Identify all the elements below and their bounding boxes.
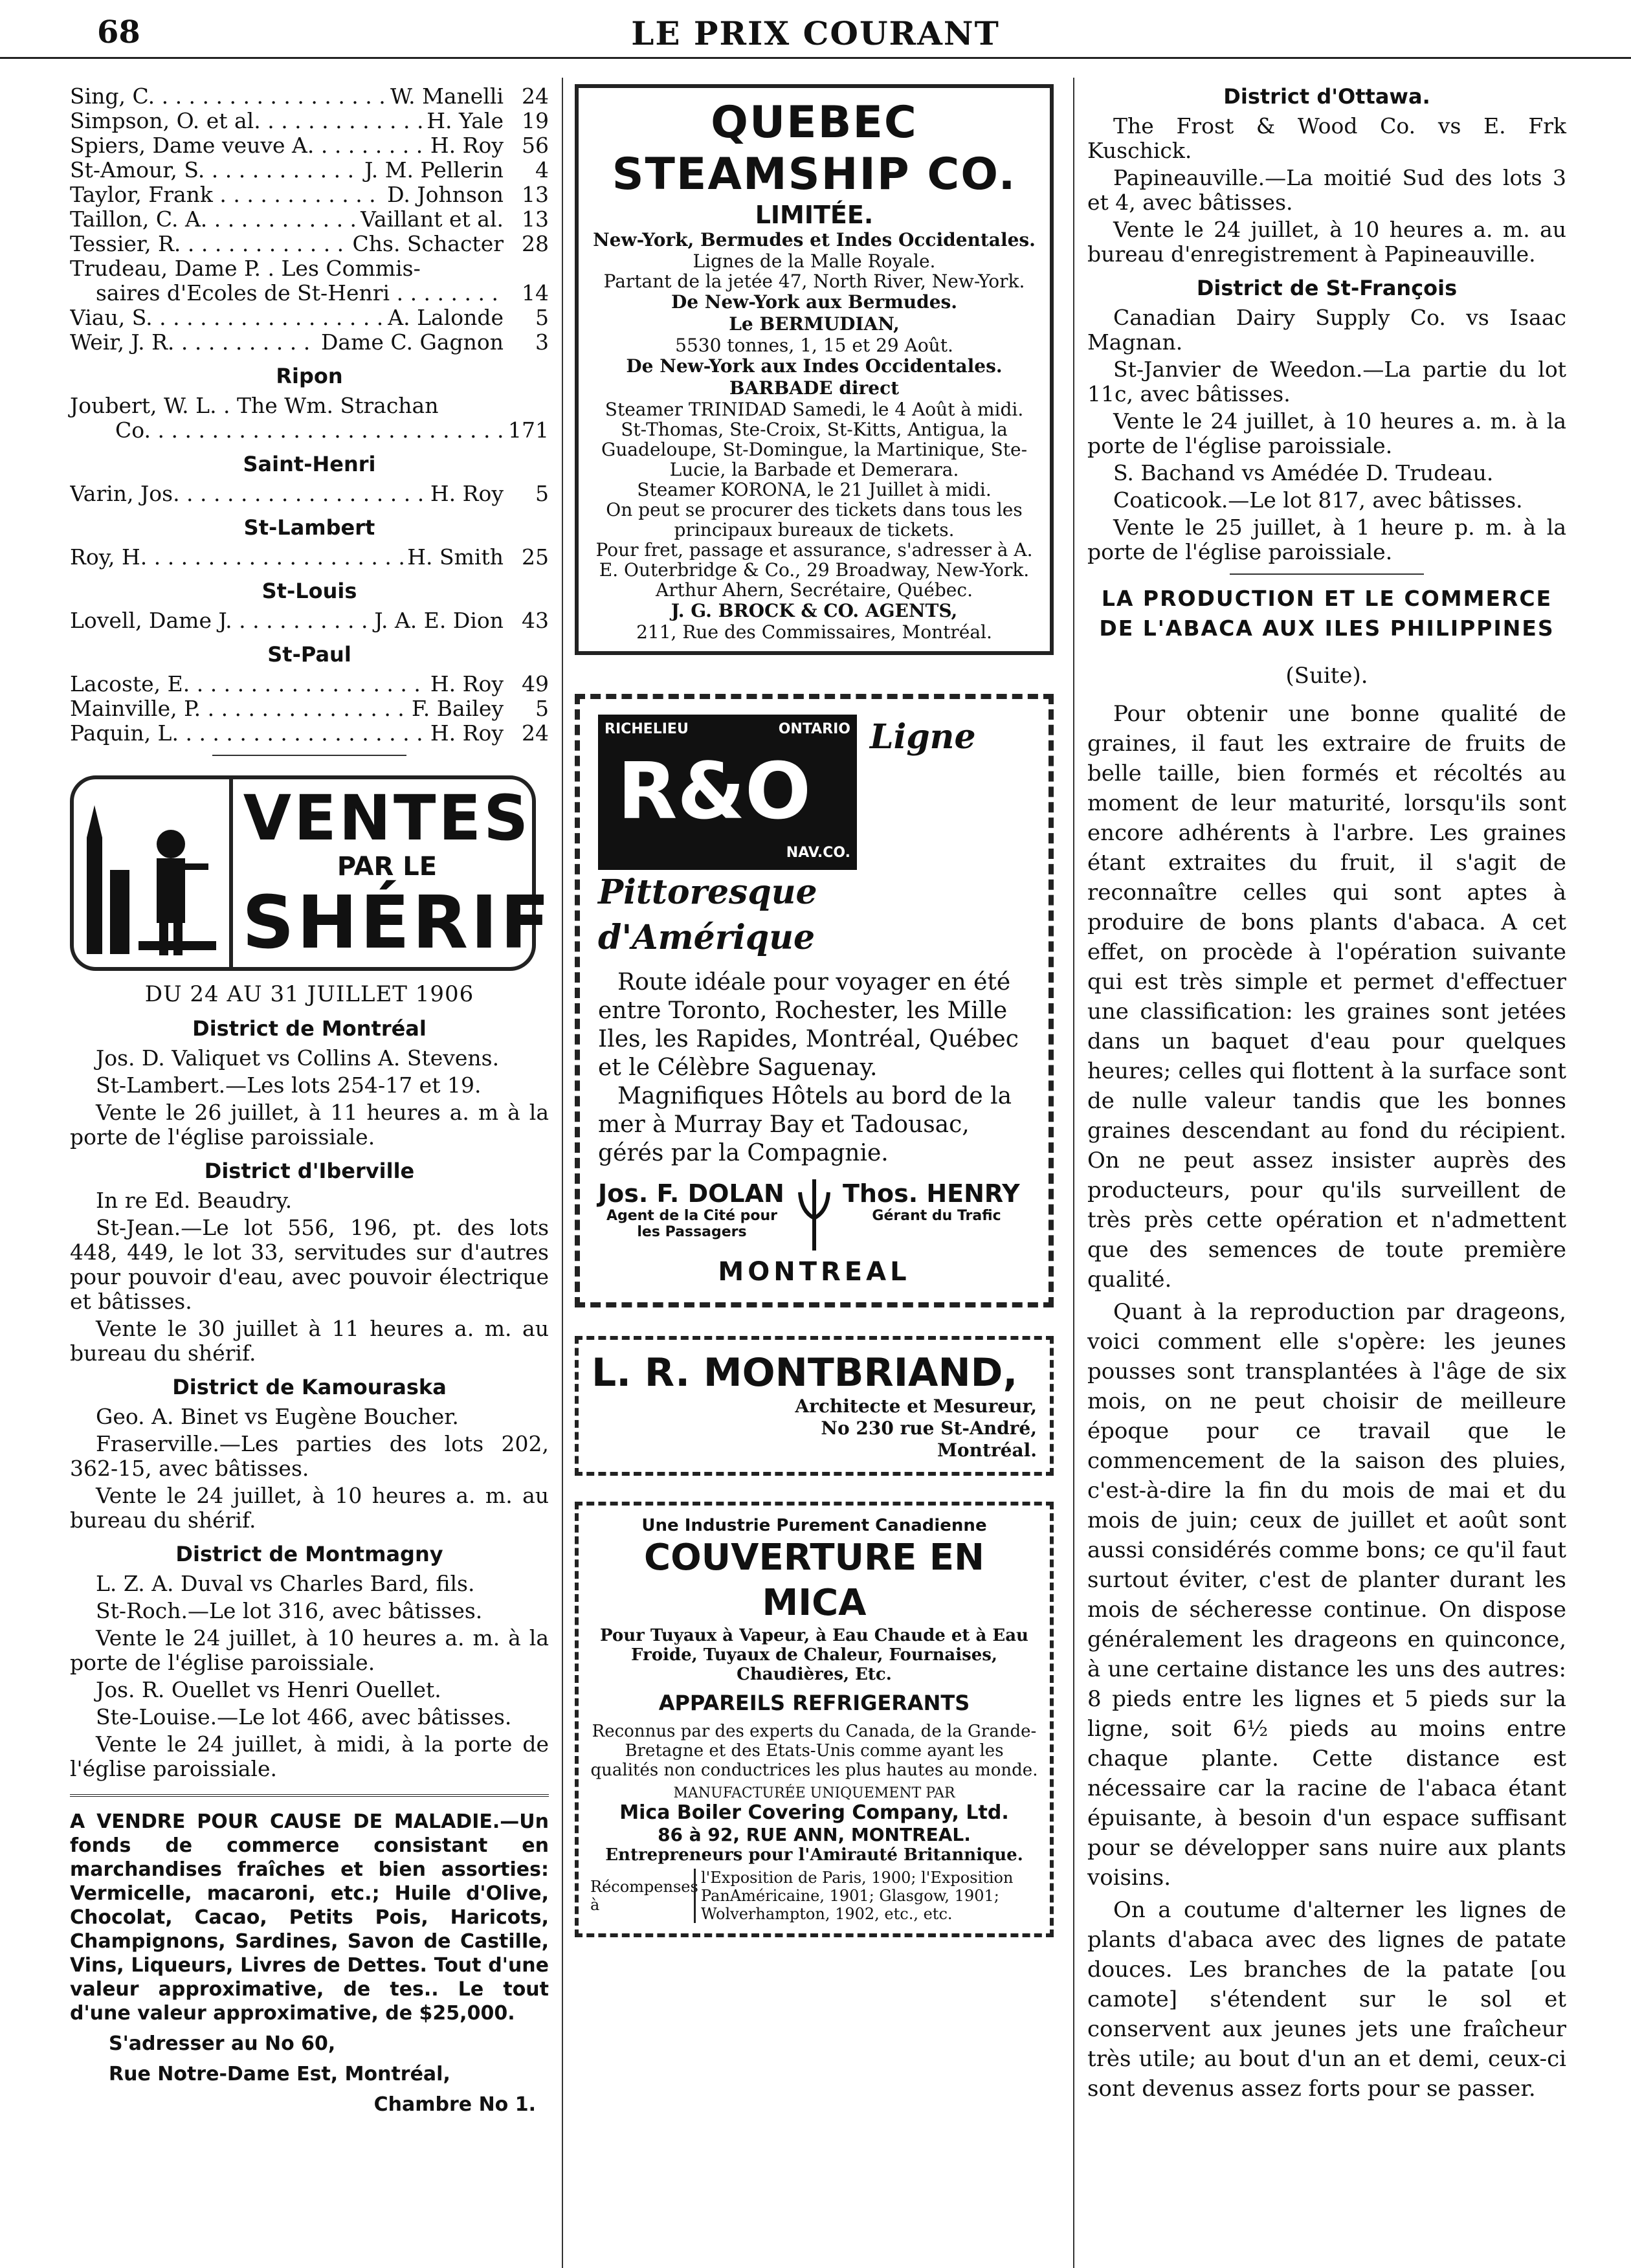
montbriand-ad: L. R. MONTBRIAND, Architecte et Mesureur, No 230 rue St-André, Montréal. (575, 1336, 1054, 1476)
list-item: Trudeau, Dame P. . Les Commis- saires d'Ecoles de St-Henri . . . 14 (70, 256, 549, 306)
sheriff-sales (70, 1016, 549, 1781)
paragraph: Ste-Louise.—Le lot 466, avec bâtisses. (96, 1704, 512, 1729)
column-divider (562, 78, 563, 2268)
list-item: Joubert, W. L. . The Wm. Strachan Co. . . . 171 (70, 394, 549, 443)
column-left (70, 83, 553, 2117)
article-body (1087, 699, 1566, 2104)
paragraph: Canadian Dairy Supply Co. vs Isaac Magnan. (1087, 305, 1566, 355)
ro-title: Ligne Pittoresque d'Amérique (598, 717, 976, 957)
quebec-steamship-ad: QUEBEC STEAMSHIP CO. LIMITÉE. New-York, Bermudes et Indes Occidentales. Lignes de la Malle Royale. Partant de la jetée 47, North River, New-York. De New-York aux Bermudes. Le BERMUDIAN, 5530 tonnes, 1, 15 et 29 Août. De New-York aux Indes Occidentales. BARBADE direct Steamer TRINIDAD Samedi, le 4 Août à midi. St-Thomas, Ste-Croix, St-Kitts, Antigua, la Guadeloupe, St-Domingue, la Martinique, Ste-Lucie, la Barbade et Demerara. Steamer KORONA, le 21 Juillet à midi. On peut se procurer des tickets dans tous les principaux bureaux de tickets. Pour fret, passage et assurance, s'adresser à A. E. Outerbridge & Co., 29 Broadway, New-York. Arthur Ahern, Secrétaire, Québec. J. G. BROCK & CO. AGENTS, 211, Rue des Commissaires, Montréal. (575, 84, 1054, 655)
article-continued: (Suite). (1285, 663, 1368, 689)
list-item: Taylor, Frank . . . D. Johnson 13 (70, 183, 549, 207)
column-middle (575, 84, 1054, 1937)
richelieu-ontario-ad: RICHELIEU ONTARIO R&O NAV.CO. Ligne Pittoresque d'Amérique Route idéale pour voyager en été entre Toronto, Rochester, les Mille Iles, les Rapides, Montréal, Québec et le Célèbre Saguenay. Magnifiques Hôtels au bord de la mer à Murray Bay et Tadousac, gérés par la Compagnie. Jos. F. DOLAN Agent de la Cité pour les Passagers Thos. HENRY Gérant du Trafic MONTREAL (575, 694, 1054, 1307)
section-heading: District de Kamouraska (172, 1375, 447, 1399)
judgment-list (70, 608, 549, 633)
paragraph: St-Janvier de Weedon.—La partie du lot 11c, avec bâtisses. (1087, 357, 1566, 406)
mica-ad: Une Industrie Purement Canadienne COUVERTURE EN MICA Pour Tuyaux à Vapeur, à Eau Chaude et à Eau Froide, Tuyaux de Chaleur, Fournaises, Chaudières, Etc. APPAREILS REFRIGERANTS Reconnus par des experts du Canada, de la Grande-Bretagne et des Etats-Unis comme ayant les qualités non conductrices les plus hautes au monde. MANUFACTURÉE UNIQUEMENT PAR Mica Boiler Covering Company, Ltd. 86 à 92, RUE ANN, MONTREAL. Entrepreneurs pour l'Amirauté Britannique. Récompenses à l'Exposition de Paris, 1900; l'Exposition PanAméricaine, 1901; Glasgow, 1901; Wolverhampton, 1902, etc., etc. (575, 1502, 1054, 1937)
list-item: Sing, C. . . . W. Manelli 24 (70, 84, 549, 109)
list-item: Paquin, L. . . . H. Roy 24 (70, 721, 549, 746)
paragraph: The Frost & Wood Co. vs E. Frk Kuschick. (1087, 113, 1566, 163)
list-item: St-Amour, S. . . . J. M. Pellerin 4 (70, 158, 549, 183)
list-item: Mainville, P. . . . F. Bailey 5 (70, 696, 549, 721)
paragraph: Geo. A. Binet vs Eugène Boucher. (96, 1404, 459, 1429)
logo-line-par-le: PAR LE (337, 852, 438, 882)
section-heading: District d'Iberville (204, 1159, 415, 1183)
column-right (1087, 84, 1566, 2106)
paragraph: Fraserville.—Les parties des lots 202, 362-15, avec bâtisses. (70, 1431, 549, 1481)
section-heading: Saint-Henri (243, 452, 376, 476)
section-heading: District de Montréal (192, 1016, 427, 1041)
column-divider (1073, 78, 1074, 2268)
paragraph: St-Jean.—Le lot 556, 196, pt. des lots 448, 449, le lot 33, servitudes sur d'autres pour pouvoir d'eau, avec pouvoir électrique et bâtisses. (70, 1215, 549, 1314)
header-rule (0, 57, 1631, 59)
paragraph: Vente le 30 juillet à 11 heures a. m. au bureau du shérif. (70, 1316, 549, 1366)
paragraph: Vente le 24 juillet, à 10 heures a. m. à la porte de l'église paroissiale. (70, 1625, 549, 1675)
section-heading: District d'Ottawa. (1223, 84, 1430, 109)
list-item: Taillon, C. A. . . . Vaillant et al. 13 (70, 207, 549, 232)
paragraph: On a coutume d'alterner les lignes de plants d'abaca avec des lignes de patate douces. Les branches de la patate [ou camote] s'étendent sur le sol et conservent aux jeunes jets une fraîcheur très utile; au bout d'un an et demi, ceux-ci sont devenus assez forts pour se passer. (1087, 1897, 1566, 2102)
list-item: Roy, H. . . . H. Smith 25 (70, 545, 549, 570)
judgment-list (70, 545, 549, 570)
paragraph: In re Ed. Beaudry. (96, 1188, 293, 1213)
section-heading: District de St-François (1196, 276, 1458, 300)
section-heading: District de Montmagny (175, 1542, 443, 1566)
paragraph: Coaticook.—Le lot 817, avec bâtisses. (1113, 487, 1523, 513)
list-item: Spiers, Dame veuve A. . . . H. Roy 56 (70, 133, 549, 158)
paragraph: Papineauville.—La moitié Sud des lots 3 et 4, avec bâtisses. (1087, 165, 1566, 215)
paragraph: S. Bachand vs Amédée D. Trudeau. (1113, 460, 1494, 485)
logo-line-ventes: VENTES (243, 782, 531, 854)
judgment-list (70, 482, 549, 506)
plant-ornament-icon (795, 1179, 834, 1251)
list-item: Simpson, O. et al. . . . H. Yale 19 (70, 109, 549, 133)
list-item: Viau, S. . . . A. Lalonde 5 (70, 306, 549, 330)
page-number: 68 (97, 14, 140, 50)
paragraph: Vente le 24 juillet, à midi, à la porte de l'église paroissiale. (70, 1731, 549, 1781)
sheriff-illustration (74, 779, 233, 967)
paragraph: St-Roch.—Le lot 316, avec bâtisses. (96, 1598, 483, 1623)
section-heading: St-Paul (267, 642, 351, 667)
sheriff-illustration-icon (74, 779, 229, 967)
section-heading: St-Louis (261, 579, 357, 603)
divider (70, 1794, 549, 1797)
judgment-list (70, 306, 549, 355)
paragraph: Vente le 24 juillet, à 10 heures a. m. au bureau du shérif. (70, 1483, 549, 1533)
divider (212, 755, 406, 756)
sheriff-date: DU 24 AU 31 JUILLET 1906 (144, 981, 474, 1007)
article-title: LA PRODUCTION ET LE COMMERCE DE L'ABACA AUX ILES PHILIPPINES (1099, 586, 1555, 641)
classified-ad: A VENDRE POUR CAUSE DE MALADIE.—Un fonds de commerce consistant en marchandises fraîches et bien assorties: Vermicelle, macaroni, etc.; Huile d'Olive, Chocolat, Cacao, Petits Pois, Haricots, Champignons, Sardines, Savon de Castille, Vins, Liqueurs, Livres de Dettes. Tout d'une valeur approximative, de tes.. Le tout d'une valeur approximative, de $25,000. S'adresser au No 60, Rue Notre-Dame Est, Montréal, Chambre No 1. (70, 1810, 549, 2116)
sheriff-sales (1087, 306, 1566, 564)
logo-line-sherif: SHÉRIF (242, 881, 553, 965)
paragraph: Vente le 24 juillet, à 10 heures a. m. à la porte de l'église paroissiale. (1087, 408, 1566, 458)
ro-flag-logo: RICHELIEU ONTARIO R&O NAV.CO. (598, 715, 857, 870)
list-item: Lovell, Dame J. . . . J. A. E. Dion 43 (70, 608, 549, 633)
paragraph: L. Z. A. Duval vs Charles Bard, fils. (96, 1571, 475, 1596)
section-heading: Ripon (276, 364, 343, 388)
list-item: Tessier, R. . . . Chs. Schacter 28 (70, 232, 549, 256)
page-header (0, 0, 1631, 58)
list-item: Weir, J. R. . . . Dame C. Gagnon 3 (70, 330, 549, 355)
ad-title: QUEBEC STEAMSHIP CO. (612, 97, 1017, 200)
paragraph: Vente le 26 juillet, à 11 heures a. m à la porte de l'église paroissiale. (70, 1100, 549, 1150)
journal-title: LE PRIX COURANT (631, 14, 1000, 52)
paragraph: St-Lambert.—Les lots 254-17 et 19. (96, 1073, 482, 1098)
sheriff-sales (1087, 114, 1566, 267)
judgment-list (70, 672, 549, 746)
divider (1230, 573, 1424, 575)
list-item: Lacoste, E. . . . H. Roy 49 (70, 672, 549, 696)
paragraph: Pour obtenir une bonne qualité de graines, il faut les extraire de fruits de belle taille, bien formés et récoltés au moment de leur maturité, lorsqu'ils sont encore adhérents à l'arbre. Les graines étant extraites du fruit, il s'agit de reconnaître celles qui sont aptes à produire de bons plants d'abaca. A cet effet, on procède à l'opération suivante qui est très simple et permet d'effectuer une classification: les graines sont jetées dans un baquet d'eau pour quelques heures; celles qui flottent à la surface sont de nulle valeur tandis que les bonnes graines descendant au fond du récipient. On ne peut assez insister auprès des producteurs, pour qu'ils surveillent de très près cette opération et n'admettent que des semences de toute première qualité. (1087, 701, 1566, 1293)
paragraph: Jos. R. Ouellet vs Henri Ouellet. (96, 1677, 441, 1702)
sheriff-sales-logo (70, 775, 553, 971)
paragraph: Jos. D. Valiquet vs Collins A. Stevens. (96, 1045, 500, 1071)
paragraph: Vente le 25 juillet, à 1 heure p. m. à la porte de l'église paroissiale. (1087, 515, 1566, 564)
paragraph: Quant à la reproduction par drageons, voici comment elle s'opère: les jeunes pousses sont transplantées à l'âge de six mois, on ne peut choisir de meilleure époque pour ce travail que le commencement de la saison des pluies, c'est-à-dire la fin du mois de mai et du mois de juin; ceux de juillet et août sont aussi considérés comme bons; ce qu'il faut surtout éviter, c'est de planter durant les mois de sécheresse continue. On dispose généralement les drageons en quinconce, à une certaine distance les uns des autres: 8 pieds entre les lignes et 5 pieds sur la ligne, soit 6½ pieds au moins entre chaque plante. Cette distance est nécessaire car la racine de l'abaca étant épuisante, à besoin d'un espace suffisant pour se développer sans nuire aux plants voisins. (1087, 1299, 1566, 1891)
paragraph: Vente le 24 juillet, à 10 heures a. m. au bureau d'enregistrement à Papineauville. (1087, 217, 1566, 267)
judgment-list (70, 84, 549, 256)
section-heading: St-Lambert (243, 515, 375, 540)
list-item: Varin, Jos. . . . H. Roy 5 (70, 482, 549, 506)
